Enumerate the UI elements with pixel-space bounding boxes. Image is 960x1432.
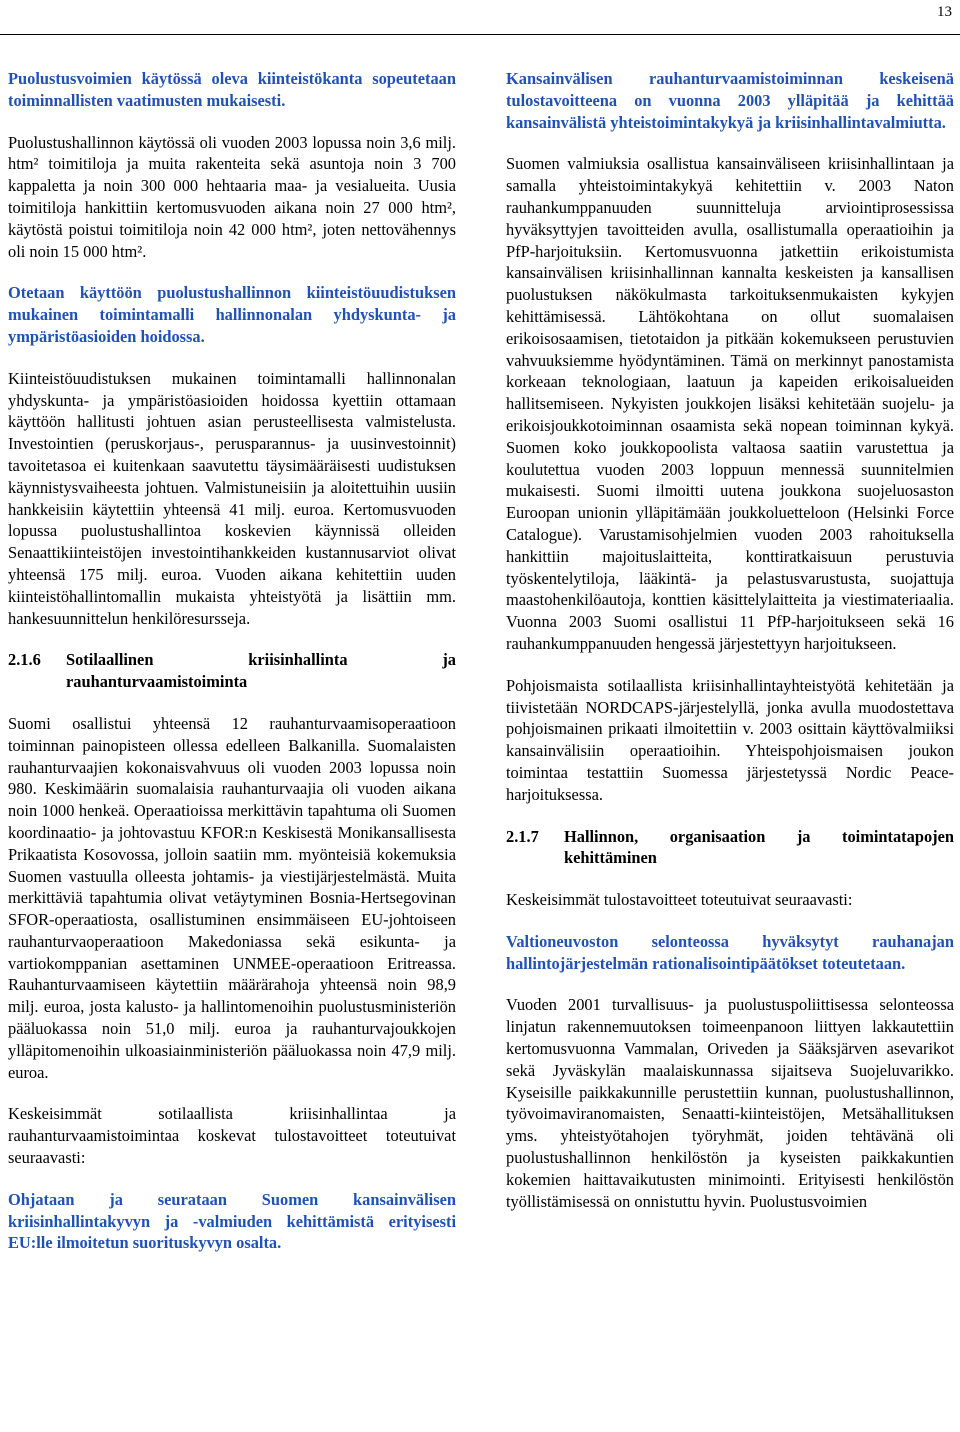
- paragraph-property-figures: Puolustushallinnon käytössä oli vuoden 2003 lopussa noin 3,6 milj. htm² toimitiloja ja muita rakenteita sekä asuntoja noin 3 700 kappaletta ja noin 300 000 hehtaaria maa- ja vesialueita. Uusia toimitiloja hankittiin kertomusvuoden aikana noin 27 000 htm², käytöstä poistui toimitiloja noin 42 000 htm², joten nettovähennys oli noin 15 000 htm².: [8, 132, 456, 261]
- section-title: Sotilaallinen kriisinhallinta ja rauhanturvaamistoiminta: [66, 650, 456, 692]
- goal-heading-administration-rationalisation: Valtioneuvoston selonteossa hyväksytyt rauhanajan hallintojärjestelmän rationalisointipäätökset toteutetaan.: [506, 931, 954, 973]
- paragraph-peacekeeping: Suomi osallistui yhteensä 12 rauhanturvaamisoperaatioon toiminnan painopisteen ollessa edelleen Balkanilla. Suomalaisten rauhanturvaajien kokonaisvahvuus oli vuoden 2003 lopussa noin 980. Keskimäärin suomalaisia rauhanturvaajia oli vuoden aikana noin 1000 henkeä. Operaatioissa merkittävin tapahtuma oli Suomen koordinaatio- ja johtovastuu KFOR:n Keskisestä Monikansallisesta Prikaatista Kosovossa, jolloin saatiin mm. myönteisiä kokemuksia Suomen vastuulla olleesta johtamis- ja viestijärjestelmästä. Muita merkittäviä tapahtumia olivat vetäytyminen Bosnia-Hertsegovinan SFOR-operaatiosta, osallistuminen ensimmäiseen EU-johtoiseen rauhanturvaoperaatioon Makedoniassa sekä esikunta- ja vartiokomppanian asettaminen UNMEE-operaatioon Eritreassa. Rauhanturvaamiseen käytettiin määrärahoja yhteensä noin 98,9 milj. euroa, josta kalusto- ja hallintomenoihin puolustusministeriön pääluokassa noin 51,0 milj. euroa ja rauhanturvajoukkojen ylläpitomenoihin ulkoasiainministeriön pääluokassa noin 47,9 milj. euroa.: [8, 713, 456, 1082]
- paragraph-capabilities: Suomen valmiuksia osallistua kansainväliseen kriisinhallintaan ja samalla yhteistoimintakykyä kehitettiin v. 2003 Naton rauhankumppanuuden suunnitteluja arviointiprosessissa hyväksyttyjen tavoitteiden avulla, osallistumalla operaatioihin ja PfP-harjoituksiin. Kertomusvuonna jatkettiin erikoistumista kansainvälisen kriisinhallinnan kannalta keskeisten ja kansallisen puolustuksen näkökulmasta tarkoituksenmukaisten kykyjen kehittämisessä. Lähtökohtana on ollut suomalaisen erikoisosaamisen, tietotaidon ja pitkään kokemukseen perustuvien vahvuuksiemme hyödyntäminen. Tämä on merkinnyt panostamista korkeaan teknologiaan, laatuun ja kapeiden erikoisalueiden hallitsemiseen. Nykyisten joukkojen lisäksi kehitetään suojelu- ja erikoisjoukkotoiminnan osaamista sekä nopean toiminnan kykyä. Suomen koko joukkopoolista valtaosa saatiin varustettua ja koulutettua vuoden 2003 loppuun mennessä suunnitelmien mukaisesti. Suomi ilmoitti uutena joukkona suojeluosaston Euroopan unionin ylläpitämään joukkoluetteloon (Helsinki Force Catalogue). Varustamisohjelmien vuoden 2003 rahoituksella hankittiin majoituslaitteita, konttiratkaisuun perustuvia työskentelytiloja, lääkintä- ja pelastusvarustusta, suojattuja maastohenkilöautoja, konttien käsittelylaitteita ja viestimateriaalia. Vuonna 2003 Suomi osallistui 11 PfP-harjoitukseen sekä 16 rauhankumppanuuden hengessä järjestettyyn harjoitukseen.: [506, 154, 954, 653]
- section-number: 2.1.7: [506, 826, 539, 846]
- paragraph-nordcaps: Pohjoismaista sotilaallista kriisinhallintayhteistyötä kehitetään ja tiivistetään NORDCAPS-järjestelyllä, jonka avulla muodostettava pohjoismainen prikaati ilmoitettiin v. 2003 osittain käyttövalmiiksi kansainvälisiin operaatioihin. Yhteispohjoismaisen joukon toimintaa testattiin Suomessa järjestetyssä Nordic Peace-harjoituksessa.: [506, 675, 954, 804]
- section-heading-2-1-7: [506, 826, 954, 870]
- goal-heading-property-stock: Puolustusvoimien käytössä oleva kiinteistökanta sopeutetaan toiminnallisten vaatimusten mukaisesti.: [8, 69, 456, 110]
- paragraph-structural-change: Vuoden 2001 turvallisuus- ja puolustuspoliittisessa selonteossa linjatun rakennemuutoksen toimeenpanoon liittyen lakkautettiin kertomusvuonna Vammalan, Oriveden ja Sääksjärven asevarikot sekä Jyväskylän maalaiskunnassa sijaitseva Suojeluvarikko. Kyseisille paikkakunnille perustettiin kunnan, puolustushallinnon, työvoimaviranomaisten, Senaatti-kiinteistöjen, Metsähallituksen yms. yhteistyötahojen työryhmät, joiden tehtävänä oli puolustushallinnon henkilöstön ja kyseisten paikkakuntien kokemien haittavaikutusten minimointi. Erityisesti henkilöstön työllistämisessä on onnistuttu hyvin. Puolustusvoimien: [506, 995, 954, 1211]
- section-title: Hallinnon, organisaation ja toimintatapojen kehittäminen: [564, 826, 954, 868]
- section-number: 2.1.6: [8, 650, 41, 670]
- section-heading-2-1-6: [8, 649, 456, 693]
- goal-heading-property-reform: Otetaan käyttöön puolustushallinnon kiinteistöuudistuksen mukainen toimintamalli hallinnonalan yhdyskunta- ja ympäristöasioiden hoidossa.: [8, 283, 456, 346]
- goal-heading-crisis-capability: Ohjataan ja seurataan Suomen kansainvälisen kriisinhallintakyvyn ja -valmiuden kehittämistä erityisesti EU:lle ilmoitetun suorituskyvyn osalta.: [8, 1189, 456, 1253]
- page-number: 13: [937, 4, 952, 20]
- left-column: [8, 68, 456, 1274]
- right-column: [506, 68, 954, 1232]
- paragraph-key-targets-intro: Keskeisimmät tulostavoitteet toteutuivat seuraavasti:: [506, 890, 853, 910]
- paragraph-key-targets-intro: Keskeisimmät sotilaallista kriisinhallintaa ja rauhanturvaamistoimintaa koskevat tulostavoitteet toteutuivat seuraavasti:: [8, 1104, 456, 1168]
- header-rule: [0, 34, 960, 35]
- goal-heading-international-cooperation: Kansainvälisen rauhanturvaamistoiminnan keskeisenä tulostavoitteena on vuonna 2003 ylläpitää ja kehittää kansainvälistä yhteistoimintakykyä ja kriisinhallintavalmiutta.: [506, 69, 954, 132]
- paragraph-property-reform: Kiinteistöuudistuksen mukainen toimintamalli hallinnonalan yhdyskunta- ja ympäristöasioiden hoidossa kyettiin ottamaan käyttöön hallitusti johtuen asian perusteellisesta valmistelusta. Investointien (peruskorjaus-, perusparannus- ja uusinvestoinnit) tavoitetasoa ei kuitenkaan saavutettu täysimääräisesti uudistuksen käynnistysvaiheesta johtuen. Valmistuneisiin ja aloitettuihin uusiin hankkeisiin käytettiin yhteensä 41 milj. euroa. Kertomusvuoden lopussa puolustushallintoa koskevien käynnissä olleiden Senaattikiinteistöjen investointihankkeiden kustannusarviot olivat yhteensä 175 milj. euroa. Vuoden aikana kehitettiin uuden kiinteistöhallintomallin mukaista yhteistyötä ja lisättiin mm. hankesuunnittelun henkilöresursseja.: [8, 368, 456, 628]
